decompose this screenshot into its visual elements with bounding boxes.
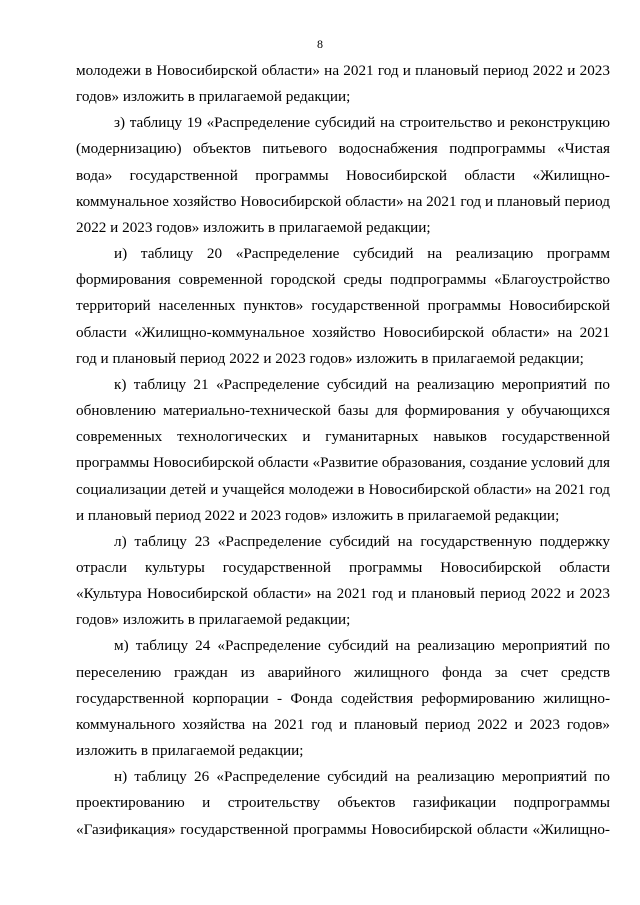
- text-line: социализации детей и учащейся молодежи в Новосибирской области» на 2021 год: [76, 480, 610, 498]
- text-line: «Газификация» государственной программы Новосибирской области «Жилищно-: [76, 820, 610, 838]
- text-line: «Культура Новосибирской области» на 2021 год и плановый период 2022 и 2023: [76, 585, 610, 603]
- text-line: год и плановый период 2022 и 2023 годов» изложить в прилагаемой редакции;: [76, 349, 584, 367]
- text-line: к) таблицу 21 «Распределение субсидий на реализацию мероприятий по: [114, 375, 610, 393]
- text-line: вода» государственной программы Новосибирской области «Жилищно-: [76, 166, 610, 184]
- text-line: и плановый период 2022 и 2023 годов» изложить в прилагаемой редакции;: [76, 506, 560, 524]
- text-line: территорий населенных пунктов» государственной программы Новосибирской: [76, 297, 610, 315]
- text-line: проектированию и строительству объектов газификации подпрограммы: [76, 794, 610, 812]
- text-line: н) таблицу 26 «Распределение субсидий на реализацию мероприятий по: [114, 768, 610, 786]
- text-line: государственной корпорации - Фонда содействия реформированию жилищно-: [76, 689, 610, 707]
- text-line: коммунального хозяйства на 2021 год и плановый период 2022 и 2023 годов»: [76, 715, 610, 733]
- text-line: годов» изложить в прилагаемой редакции;: [76, 611, 351, 629]
- text-line: и) таблицу 20 «Распределение субсидий на реализацию программ: [114, 245, 610, 263]
- text-line: изложить в прилагаемой редакции;: [76, 742, 304, 760]
- text-line: формирования современной городской среды подпрограммы «Благоустройство: [76, 271, 610, 289]
- text-line: современных технологических и гуманитарных навыков государственной: [76, 428, 610, 446]
- text-line: годов» изложить в прилагаемой редакции;: [76, 88, 351, 106]
- text-line: отрасли культуры государственной программы Новосибирской области: [76, 558, 610, 576]
- text-line: л) таблицу 23 «Распределение субсидий на государственную поддержку: [114, 532, 610, 550]
- text-line: переселению граждан из аварийного жилищного фонда за счет средств: [76, 663, 610, 681]
- text-line: коммунальное хозяйство Новосибирской области» на 2021 год и плановый период: [76, 192, 610, 210]
- text-line: молодежи в Новосибирской области» на 2021 год и плановый период 2022 и 2023: [76, 62, 610, 79]
- text-line: 2022 и 2023 годов» изложить в прилагаемой редакции;: [76, 218, 431, 236]
- text-line: (модернизацию) объектов питьевого водоснабжения подпрограммы «Чистая: [76, 140, 610, 158]
- text-line: з) таблицу 19 «Распределение субсидий на строительство и реконструкцию: [114, 114, 610, 132]
- document-body: [76, 58, 610, 843]
- text-line: области «Жилищно-коммунальное хозяйство Новосибирской области» на 2021: [76, 323, 610, 341]
- text-line: обновлению материально-технической базы для формирования у обучающихся: [76, 402, 610, 420]
- page-number: 8: [317, 37, 323, 51]
- text-line: программы Новосибирской области «Развитие образования, создание условий для: [76, 454, 610, 472]
- text-line: м) таблицу 24 «Распределение субсидий на реализацию мероприятий по: [114, 637, 610, 655]
